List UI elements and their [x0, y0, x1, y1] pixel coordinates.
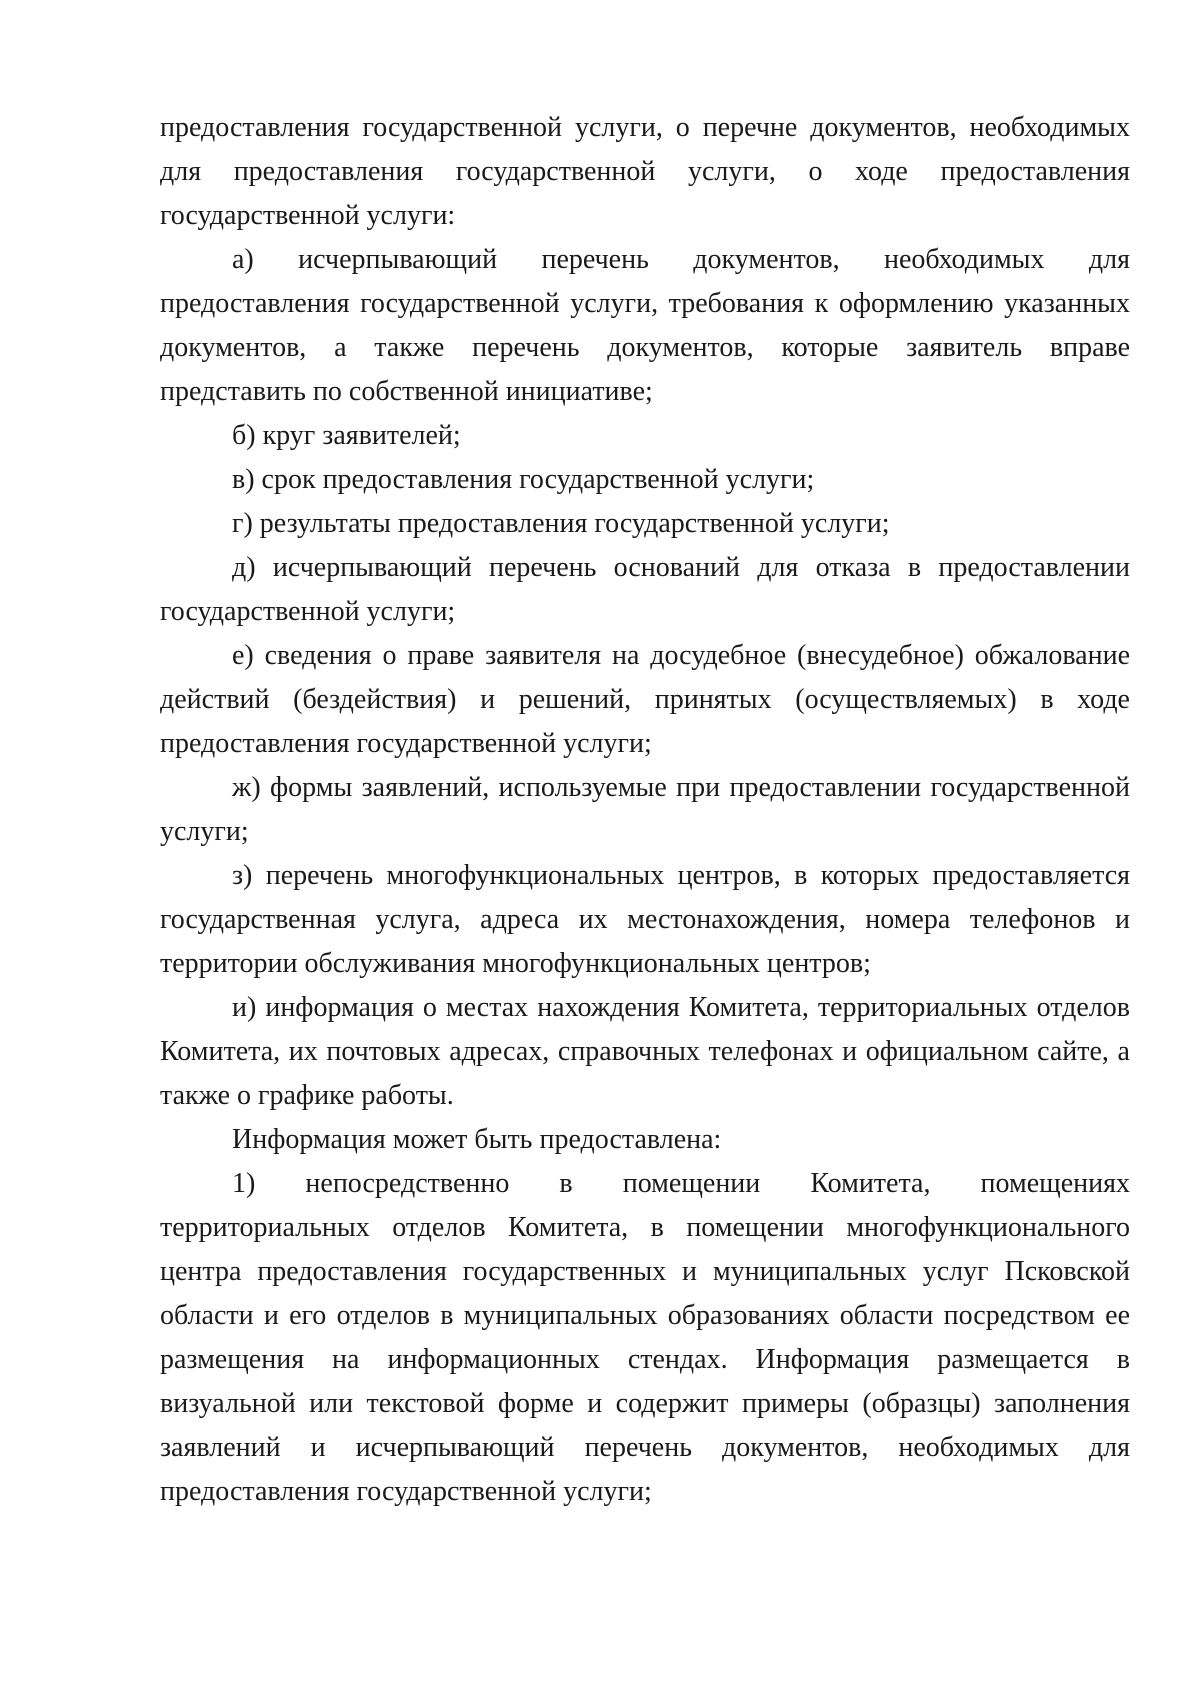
list-item-b: б) круг заявителей;: [232, 420, 461, 451]
paragraph-continuation: предоставления государственной услуги, о перечне документов, необходимых для предоставления государственной услуги, о ходе предоставления государственной услуги:: [160, 112, 1130, 231]
document-body: [160, 106, 1130, 1514]
list-item-i: и) информация о местах нахождения Комитета, территориальных отделов Комитета, их почтовых адресах, справочных телефонах и официальном сайте, а также о графике работы.: [160, 992, 1130, 1111]
list-item-e: е) сведения о праве заявителя на досудебное (внесудебное) обжалование действий (бездействия) и решений, принятых (осуществляемых) в ходе предоставления государственной услуги;: [160, 640, 1130, 759]
list-item-z: з) перечень многофункциональных центров, в которых предоставляется государственная услуга, адреса их местонахождения, номера телефонов и территории обслуживания многофункциональных центров;: [160, 860, 1130, 979]
list-item-d: д) исчерпывающий перечень оснований для отказа в предоставлении государственной услуги;: [160, 552, 1130, 627]
list-item-a: а) исчерпывающий перечень документов, необходимых для предоставления государственной услуги, требования к оформлению указанных документов, а также перечень документов, которые заявитель вправе представить по собственной инициативе;: [160, 244, 1130, 407]
list-item-g: г) результаты предоставления государственной услуги;: [232, 508, 890, 539]
list-item-v: в) срок предоставления государственной услуги;: [232, 464, 815, 495]
numbered-item-1: 1) непосредственно в помещении Комитета, помещениях территориальных отделов Комитета, в помещении многофункционального центра предоставления государственных и муниципальных услуг Псковской области и его отделов в муниципальных образованиях области посредством ее размещения на информационных стендах. Информация размещается в визуальной или текстовой форме и содержит примеры (образцы) заполнения заявлений и исчерпывающий перечень документов, необходимых для предоставления государственной услуги;: [160, 1168, 1130, 1507]
list-item-zh: ж) формы заявлений, используемые при предоставлении государственной услуги;: [160, 772, 1130, 847]
info-intro-paragraph: Информация может быть предоставлена:: [232, 1124, 722, 1155]
